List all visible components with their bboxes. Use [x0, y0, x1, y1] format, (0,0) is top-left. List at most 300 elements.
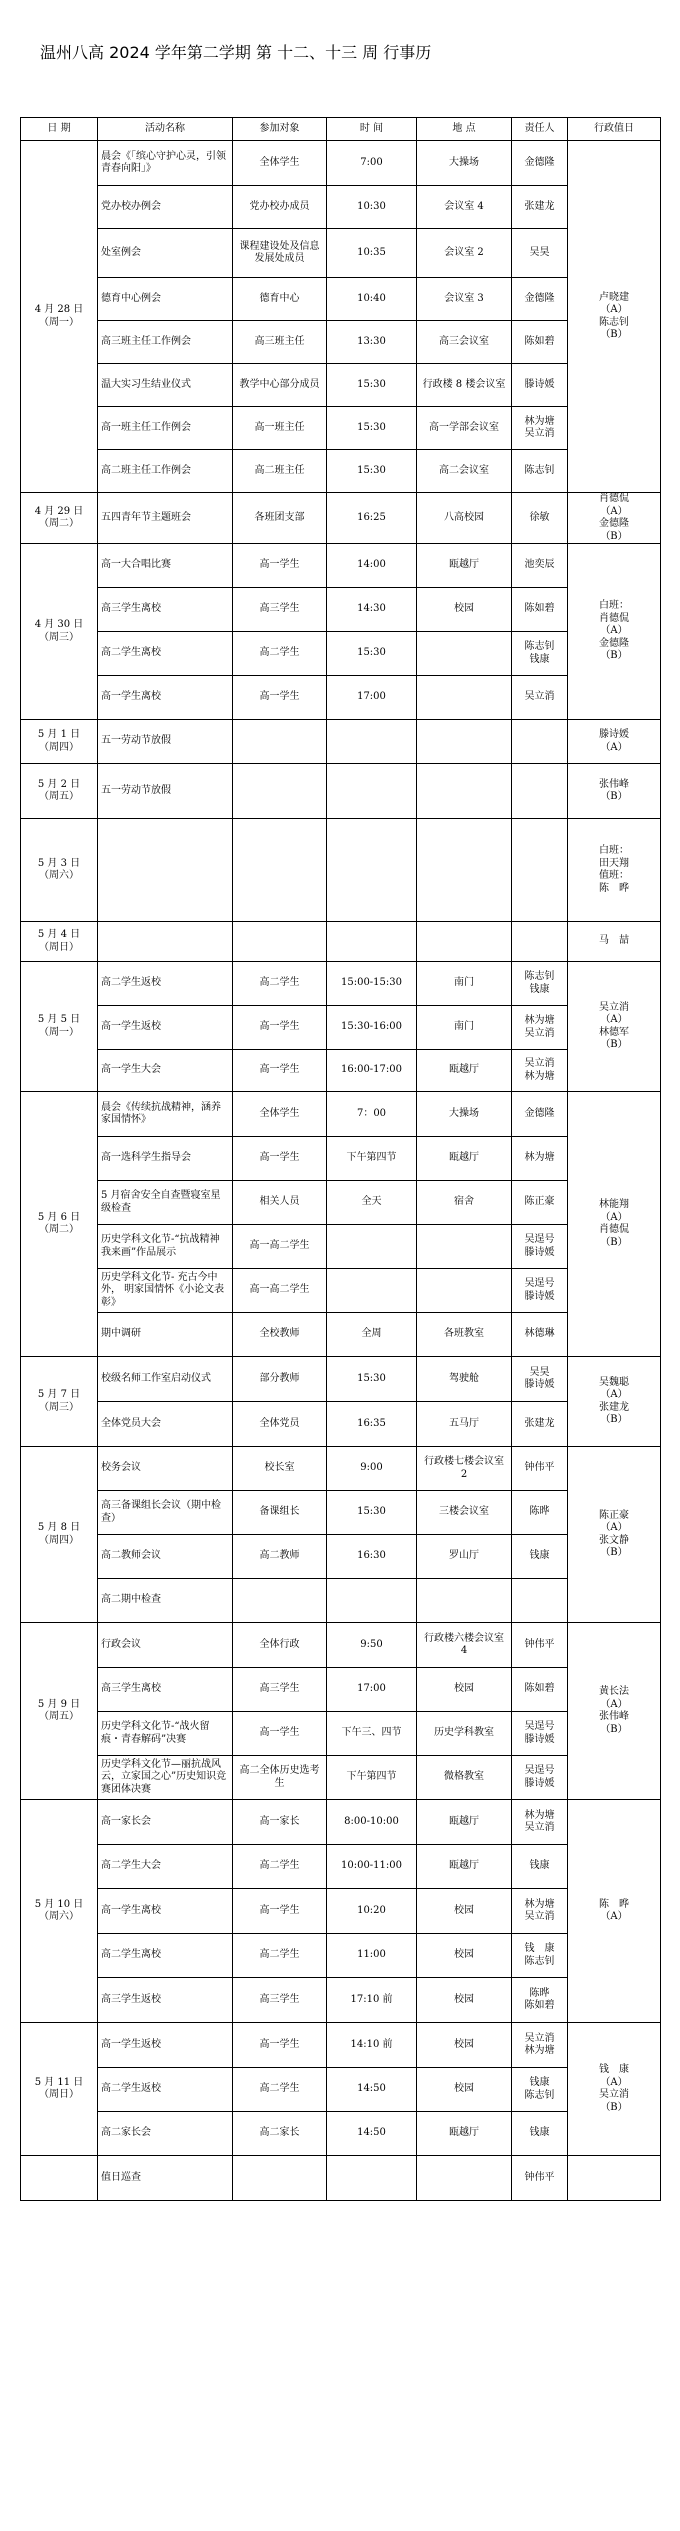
activity-cell: 校务会议: [98, 1447, 233, 1491]
duty-line: 田天翔: [599, 857, 629, 869]
person-name: 吴逞号: [524, 1765, 555, 1776]
person-cell: [512, 1006, 568, 1050]
target-cell: 教学中心部分成员: [233, 364, 327, 407]
place-cell: 瓯越厅: [417, 2112, 512, 2156]
time-cell: 16:00-17:00: [327, 1050, 417, 1092]
time-cell: 14:00: [327, 544, 417, 588]
time-cell: 14:50: [327, 2068, 417, 2112]
date-cell: [21, 493, 98, 544]
person-name: 滕诗媛: [524, 378, 555, 390]
place-cell: 瓯越厅: [417, 1845, 512, 1889]
place-cell: [417, 2156, 512, 2201]
target-cell: 高二学生: [233, 632, 327, 676]
duty-line: （A）: [600, 505, 628, 517]
duty-cell: [568, 2023, 661, 2156]
duty-line: （A）: [600, 625, 628, 637]
date-cell: [21, 1800, 98, 2023]
place-cell: [417, 676, 512, 720]
person-name: 吴逞号: [524, 1234, 555, 1245]
place-cell: 瓯越厅: [417, 1800, 512, 1845]
duty-line: （A）: [600, 304, 628, 315]
date-line: 5 月 10 日: [34, 1898, 84, 1910]
person-name: 滕诗媛: [524, 1290, 555, 1302]
date-line: （周五）: [39, 1711, 79, 1722]
duty-line: 陈志钊: [599, 316, 629, 328]
activity-cell: 高二学生大会: [98, 1845, 233, 1889]
person-name: 滕诗媛: [524, 1777, 555, 1789]
place-cell: 会议室 2: [417, 229, 512, 278]
time-cell: 10:20: [327, 1889, 417, 1934]
duty-line: 钱 康: [599, 2064, 629, 2075]
target-cell: 高二学生: [233, 1934, 327, 1978]
person-name: 张建龙: [524, 1417, 555, 1429]
person-cell: [512, 1712, 568, 1756]
schedule-row: [21, 1313, 661, 1357]
schedule-row: [21, 588, 661, 632]
duty-cell: [568, 141, 661, 493]
place-cell: 行政楼 8 楼会议室: [417, 364, 512, 407]
person-name: 金德隆: [524, 156, 555, 168]
activity-cell: 五四青年节主题班会: [98, 493, 233, 544]
schedule-row: [21, 2068, 661, 2112]
duty-line: 金德隆: [599, 637, 629, 649]
schedule-row: [21, 1668, 661, 1712]
date-line: 5 月 8 日: [37, 1522, 81, 1533]
person-name: 陈志钊: [524, 2089, 555, 2101]
schedule-row: [21, 321, 661, 364]
target-cell: 备课组长: [233, 1491, 327, 1535]
time-cell: 15:30: [327, 450, 417, 493]
person-name: 滕诗媛: [524, 1379, 555, 1390]
activity-cell: 高二期中检查: [98, 1579, 233, 1623]
duty-line: 张文静: [599, 1534, 629, 1546]
time-cell: 17:00: [327, 676, 417, 720]
target-cell: 高一学生: [233, 544, 327, 588]
person-name: 吴逞号: [524, 1278, 555, 1289]
date-cell: [21, 1623, 98, 1800]
date-line: （周日）: [39, 941, 79, 953]
activity-cell: 校级名师工作室启动仪式: [98, 1357, 233, 1402]
person-name: 吴昊: [529, 1366, 550, 1378]
duty-line: （B）: [600, 329, 628, 340]
place-cell: 校园: [417, 1934, 512, 1978]
date-cell: [21, 962, 98, 1092]
time-cell: 13:30: [327, 321, 417, 364]
header-row: [21, 118, 661, 141]
header-place: 地 点: [417, 118, 512, 141]
activity-cell: 高一学生离校: [98, 1889, 233, 1934]
person-name: 吴昊: [529, 246, 550, 258]
target-cell: 相关人员: [233, 1181, 327, 1225]
person-cell: [512, 2023, 568, 2068]
schedule-row: [21, 1225, 661, 1269]
date-line: （周四）: [39, 741, 79, 753]
time-cell: [327, 922, 417, 962]
duty-cell: [568, 819, 661, 922]
person-name: 陈如碧: [524, 2000, 555, 2011]
place-cell: 三楼会议室: [417, 1491, 512, 1535]
time-cell: 15:30: [327, 1357, 417, 1402]
duty-line: （B）: [600, 791, 628, 802]
person-cell: [512, 1137, 568, 1181]
activity-cell: 高一学生返校: [98, 2023, 233, 2068]
date-line: 5 月 9 日: [37, 1698, 81, 1710]
time-cell: 全周: [327, 1313, 417, 1357]
target-cell: 全体党员: [233, 1402, 327, 1447]
header-duty: 行政值日: [568, 118, 661, 141]
person-cell: [512, 1225, 568, 1269]
schedule-row: [21, 1447, 661, 1491]
person-name: 陈晔: [529, 1987, 550, 1999]
schedule-row: [21, 1800, 661, 1845]
target-cell: 高三学生: [233, 1978, 327, 2023]
schedule-row: [21, 544, 661, 588]
person-cell: [512, 278, 568, 321]
duty-line: （B）: [600, 1547, 628, 1558]
target-cell: 全体学生: [233, 1092, 327, 1137]
time-cell: 15:30: [327, 1491, 417, 1535]
time-cell: 7：00: [327, 1092, 417, 1137]
target-cell: 高二教师: [233, 1535, 327, 1579]
activity-cell: 行政会议: [98, 1623, 233, 1668]
activity-cell: [98, 819, 233, 922]
person-name: 钱康: [529, 2077, 550, 2088]
person-cell: [512, 1800, 568, 1845]
person-name: 吴立消: [524, 1911, 555, 1922]
activity-cell: 高三学生返校: [98, 1978, 233, 2023]
date-line: （周日）: [39, 2089, 79, 2100]
time-cell: 15:30: [327, 364, 417, 407]
activity-cell: 5 月宿舍安全自查暨寝室星级检查: [98, 1181, 233, 1225]
person-name: 池奕辰: [524, 559, 555, 571]
schedule-row: [21, 1006, 661, 1050]
person-name: 陈志钊: [524, 971, 555, 982]
schedule-row: [21, 407, 661, 450]
person-name: 林为塘: [524, 1898, 555, 1910]
schedule-row: [21, 186, 661, 229]
date-line: 5 月 3 日: [37, 857, 81, 869]
place-cell: 南门: [417, 1006, 512, 1050]
person-cell: [512, 544, 568, 588]
header-target: 参加对象: [233, 118, 327, 141]
duty-line: 陈 晔: [599, 882, 629, 894]
date-cell: [21, 922, 98, 962]
person-cell: [512, 1313, 568, 1357]
date-line: 5 月 5 日: [37, 1014, 81, 1025]
person-cell: [512, 922, 568, 962]
person-cell: [512, 141, 568, 186]
duty-cell: [568, 1357, 661, 1447]
schedule-row: [21, 962, 661, 1006]
date-line: （周三）: [39, 1401, 79, 1413]
activity-cell: 历史学科文化节-“抗战精神我来画”作品展示: [98, 1225, 233, 1269]
activity-cell: 期中调研: [98, 1313, 233, 1357]
target-cell: [233, 922, 327, 962]
duty-line: 张建龙: [599, 1401, 629, 1413]
activity-cell: 晨会《传续抗战精神，涵养家国情怀》: [98, 1092, 233, 1137]
place-cell: 瓯越厅: [417, 1137, 512, 1181]
activity-cell: 高二学生离校: [98, 632, 233, 676]
activity-cell: 高三班主任工作例会: [98, 321, 233, 364]
person-name: 钟伟平: [524, 1638, 555, 1650]
person-name: 陈志钊: [524, 641, 555, 652]
date-line: 4 月 28 日: [34, 304, 84, 315]
person-cell: [512, 588, 568, 632]
date-line: （周二）: [39, 518, 79, 529]
duty-cell: [568, 922, 661, 962]
time-cell: 8:00-10:00: [327, 1800, 417, 1845]
duty-line: 白班：: [599, 845, 629, 856]
person-name: 吴立消: [524, 691, 555, 703]
date-line: 5 月 7 日: [37, 1389, 81, 1400]
duty-line: 吴立消: [599, 1001, 629, 1013]
duty-line: （B）: [600, 2101, 628, 2113]
place-cell: 五马厅: [417, 1402, 512, 1447]
schedule-row: [21, 1934, 661, 1978]
time-cell: 16:35: [327, 1402, 417, 1447]
person-cell: [512, 186, 568, 229]
person-cell: [512, 1447, 568, 1491]
schedule-body: [21, 141, 661, 2201]
time-cell: 下午三、四节: [327, 1712, 417, 1756]
date-line: 5 月 2 日: [37, 778, 81, 790]
target-cell: 高一学生: [233, 1137, 327, 1181]
target-cell: 高一家长: [233, 1800, 327, 1845]
person-cell: [512, 321, 568, 364]
person-name: 吴立消: [524, 1058, 555, 1069]
time-cell: 9:00: [327, 1447, 417, 1491]
person-cell: [512, 407, 568, 450]
activity-cell: 党办校办例会: [98, 186, 233, 229]
target-cell: [233, 2156, 327, 2201]
place-cell: 高三会议室: [417, 321, 512, 364]
place-cell: 南门: [417, 962, 512, 1006]
place-cell: 大操场: [417, 1092, 512, 1137]
schedule-row: [21, 1269, 661, 1313]
header-person: 责任人: [512, 118, 568, 141]
duty-line: （A）: [600, 741, 628, 753]
person-name: 吴立消: [524, 1822, 555, 1833]
activity-cell: 高一大合唱比赛: [98, 544, 233, 588]
duty-line: 黄长法: [599, 1686, 629, 1697]
date-cell: [21, 764, 98, 819]
place-cell: 校园: [417, 2068, 512, 2112]
duty-line: 肖德侃: [599, 1224, 629, 1235]
schedule-row: [21, 1889, 661, 1934]
place-cell: [417, 632, 512, 676]
person-name: 滕诗媛: [524, 1246, 555, 1258]
activity-cell: 高三学生离校: [98, 1668, 233, 1712]
activity-cell: 高二学生返校: [98, 2068, 233, 2112]
person-cell: [512, 1668, 568, 1712]
activity-cell: 历史学科文化节- 充古今中外， 明家国情怀《小论文表彰》: [98, 1269, 233, 1313]
place-cell: 大操场: [417, 141, 512, 186]
time-cell: [327, 1225, 417, 1269]
activity-cell: 处室例会: [98, 229, 233, 278]
place-cell: 校园: [417, 588, 512, 632]
date-cell: [21, 1092, 98, 1357]
schedule-row: [21, 1978, 661, 2023]
person-cell: [512, 1269, 568, 1313]
person-name: 钟伟平: [524, 2171, 555, 2183]
time-cell: [327, 764, 417, 819]
date-cell: [21, 2156, 98, 2201]
time-cell: 下午第四节: [327, 1137, 417, 1181]
place-cell: 瓯越厅: [417, 544, 512, 588]
schedule-row: [21, 141, 661, 186]
activity-cell: 五一劳动节放假: [98, 720, 233, 764]
activity-cell: 高二班主任工作例会: [98, 450, 233, 493]
date-line: （周五）: [39, 791, 79, 802]
person-name: 钱康: [529, 1550, 550, 1562]
place-cell: 瓯越厅: [417, 1050, 512, 1092]
schedule-row: [21, 764, 661, 819]
person-name: 钱康: [529, 653, 550, 665]
time-cell: 15:30-16:00: [327, 1006, 417, 1050]
person-name: 林德琳: [524, 1328, 555, 1340]
duty-line: 值班：: [599, 870, 629, 881]
person-name: 陈如碧: [524, 1683, 555, 1695]
time-cell: 15:30: [327, 407, 417, 450]
schedule-table: [20, 117, 661, 2201]
schedule-row: [21, 1845, 661, 1889]
place-cell: [417, 1225, 512, 1269]
schedule-row: [21, 720, 661, 764]
target-cell: 党办校办成员: [233, 186, 327, 229]
duty-line: 肖德侃: [599, 612, 629, 624]
person-name: 张建龙: [524, 200, 555, 212]
person-cell: [512, 1050, 568, 1092]
target-cell: [233, 764, 327, 819]
place-cell: 会议室 3: [417, 278, 512, 321]
schedule-row: [21, 229, 661, 278]
schedule-row: [21, 819, 661, 922]
duty-cell: [568, 1800, 661, 2023]
place-cell: [417, 922, 512, 962]
person-name: 林为塘: [524, 1809, 555, 1821]
person-name: 钱康: [529, 1860, 550, 1872]
target-cell: 高三学生: [233, 588, 327, 632]
schedule-row: [21, 1579, 661, 1623]
person-name: 林为塘: [524, 415, 555, 427]
duty-cell: [568, 1447, 661, 1623]
schedule-row: [21, 1712, 661, 1756]
person-name: 林为塘: [524, 1015, 555, 1026]
date-cell: [21, 141, 98, 493]
activity-cell: 高一学生大会: [98, 1050, 233, 1092]
date-line: 5 月 1 日: [37, 729, 81, 740]
target-cell: 课程建设处及信息发展处成员: [233, 229, 327, 278]
activity-cell: 高一班主任工作例会: [98, 407, 233, 450]
date-line: （周一）: [39, 316, 79, 328]
time-cell: 全天: [327, 1181, 417, 1225]
place-cell: [417, 1579, 512, 1623]
activity-cell: 高二学生返校: [98, 962, 233, 1006]
schedule-row: [21, 1756, 661, 1800]
person-name: 陈如碧: [524, 603, 555, 615]
place-cell: 宿舍: [417, 1181, 512, 1225]
person-cell: [512, 676, 568, 720]
duty-line: （A）: [600, 1911, 628, 1922]
schedule-row: [21, 450, 661, 493]
person-name: 徐敏: [529, 511, 550, 523]
activity-cell: 高三学生离校: [98, 588, 233, 632]
date-line: 4 月 29 日: [34, 505, 84, 517]
place-cell: 八高校园: [417, 493, 512, 544]
person-name: 陈志钊: [524, 1955, 555, 1967]
activity-cell: 高二学生离校: [98, 1934, 233, 1978]
place-cell: 校园: [417, 1978, 512, 2023]
person-name: 滕诗媛: [524, 1733, 555, 1745]
duty-line: 滕诗媛: [599, 729, 629, 740]
schedule-row: [21, 1137, 661, 1181]
schedule-row: [21, 2112, 661, 2156]
person-cell: [512, 1402, 568, 1447]
duty-line: 张伟峰: [599, 1711, 629, 1722]
activity-cell: 五一劳动节放假: [98, 764, 233, 819]
time-cell: [327, 1579, 417, 1623]
duty-cell: [568, 493, 661, 544]
person-name: 钱 康: [524, 1943, 555, 1954]
time-cell: 15:30: [327, 632, 417, 676]
header-time: 时 间: [327, 118, 417, 141]
person-cell: [512, 229, 568, 278]
time-cell: 下午第四节: [327, 1756, 417, 1800]
target-cell: 部分教师: [233, 1357, 327, 1402]
activity-cell: 高二教师会议: [98, 1535, 233, 1579]
schedule-row: [21, 676, 661, 720]
target-cell: 高二班主任: [233, 450, 327, 493]
schedule-row: [21, 1491, 661, 1535]
time-cell: 15:00-15:30: [327, 962, 417, 1006]
duty-line: 陈正豪: [599, 1509, 629, 1521]
duty-line: （B）: [600, 530, 628, 542]
date-line: 4 月 30 日: [34, 619, 84, 630]
duty-cell: [568, 962, 661, 1092]
time-cell: 11:00: [327, 1934, 417, 1978]
activity-cell: 历史学科文化节-“战火留痕・青春解码”决赛: [98, 1712, 233, 1756]
person-name: 陈正豪: [524, 1196, 555, 1208]
person-cell: [512, 962, 568, 1006]
date-cell: [21, 544, 98, 720]
place-cell: [417, 720, 512, 764]
duty-cell: [568, 1092, 661, 1357]
time-cell: 7:00: [327, 141, 417, 186]
target-cell: 德育中心: [233, 278, 327, 321]
date-cell: [21, 1357, 98, 1447]
duty-line: 白班：: [599, 600, 629, 612]
activity-cell: 德育中心例会: [98, 278, 233, 321]
duty-line: （B）: [600, 1236, 628, 1248]
target-cell: 高一高二学生: [233, 1225, 327, 1269]
duty-line: 林德军: [599, 1026, 629, 1038]
header-activity: 活动名称: [98, 118, 233, 141]
place-cell: 行政楼七楼会议室 2: [417, 1447, 512, 1491]
target-cell: 高一学生: [233, 1889, 327, 1934]
person-cell: [512, 1181, 568, 1225]
person-name: 金德隆: [524, 292, 555, 304]
time-cell: [327, 2156, 417, 2201]
place-cell: 高二会议室: [417, 450, 512, 493]
person-name: 钱康: [529, 2127, 550, 2139]
date-cell: [21, 720, 98, 764]
schedule-row: [21, 1623, 661, 1668]
activity-cell: [98, 922, 233, 962]
duty-line: 卢晓建: [599, 291, 629, 303]
time-cell: 10:00-11:00: [327, 1845, 417, 1889]
schedule-row: [21, 364, 661, 407]
duty-line: 肖德侃: [599, 493, 629, 504]
